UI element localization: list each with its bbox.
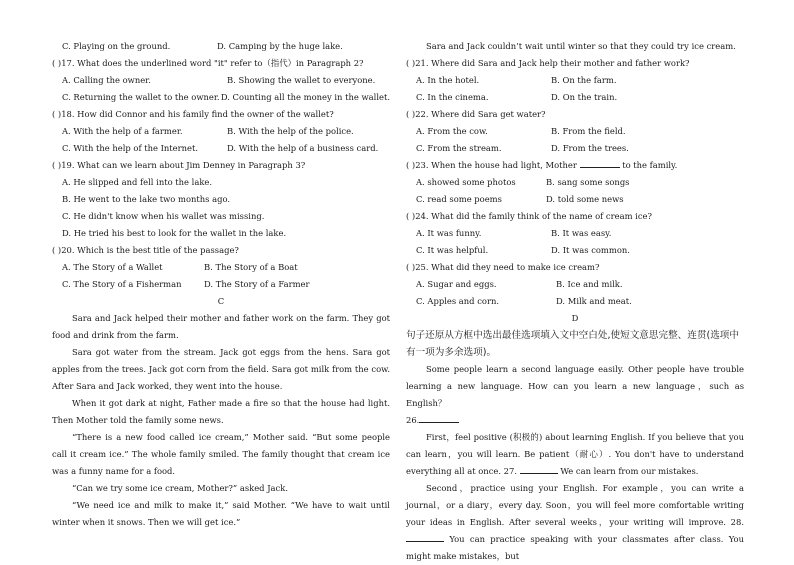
q25-question: ( )25. What did they need to make ice cream? [406,262,600,272]
q24-option-b: B. It was easy. [551,228,612,238]
passage-d-paragraph-1: Some people learn a second language easily. Other people have trouble learning a new language. How can you learn a new language，such as English？ [406,364,744,408]
q16-options [52,38,390,55]
q23-option-b: B. sang some songs [546,177,630,187]
q20-option-b: B. The Story of a Boat [204,262,298,272]
q23-question [406,157,744,174]
q18-option-d: D. With the help of a business card. [227,143,379,153]
q25-option-c: C. Apples and corn. [416,296,500,306]
q16-option-c: C. Playing on the ground. [62,41,171,51]
q25-options-row2 [406,293,744,310]
passage-d-paragraph-2 [406,429,744,480]
q24-options-row2 [406,242,744,259]
q22-question: ( )22. Where did Sara get water? [406,109,546,119]
q18-options-row2 [52,140,390,157]
q17-option-a: A. Calling the owner. [62,75,151,85]
q21-options-row1 [406,72,744,89]
q24-options-row1 [406,225,744,242]
passage-c-paragraph-7: Sara and Jack couldn’t wait until winter so that they could try ice cream. [426,41,736,51]
passage-d-paragraph-2-end: We can learn from our mistakes. [560,466,699,476]
q24-question: ( )24. What did the family think of the name of cream ice? [406,211,652,221]
q19-option-a: A. He slipped and fell into the lake. [62,177,213,187]
q17-option-d: D. Counting all the money in the wallet. [220,92,390,102]
q17-options-row1 [52,72,390,89]
q24-option-d: D. It was common. [551,245,630,255]
q23-text-end: to the family. [622,160,678,170]
q26-number: 26. [406,415,420,425]
q19-question: ( )19. What can we learn about Jim Denney in Paragraph 3? [52,160,306,170]
q21-option-d: D. On the train. [551,92,618,102]
q18-option-c: C. With the help of the Internet. [62,143,199,153]
q19-option-c: C. He didn't know when his wallet was missing. [62,211,265,221]
q18-option-b: B. With the help of the police. [227,126,354,136]
q21-question: ( )21. Where did Sara and Jack help their mother and father work? [406,58,690,68]
q17-option-c: C. Returning the wallet to the owner. [62,92,220,102]
q16-option-d: D. Camping by the huge lake. [217,41,343,51]
q22-option-c: C. From the stream. [416,143,502,153]
q23-option-d: D. told some news [546,194,624,204]
passage-c-paragraph-2: Sara got water from the stream. Jack got eggs from the hens. Sara got apples from the trees. Jack got corn from the field. Sara got milk from the cow. After Sara and Jack worked, they went into the house. [52,347,390,391]
q22-option-b: B. From the field. [551,126,626,136]
q25-option-a: A. Sugar and eggs. [416,279,497,289]
passage-c-paragraph-1: Sara and Jack helped their mother and father work on the farm. They got food and drink from the farm. [52,313,390,340]
q21-option-c: C. In the cinema. [416,92,489,102]
q19-option-b: B. He went to the lake two months ago. [62,194,231,204]
q20-option-c: C. The Story of a Fisherman [62,279,182,289]
q23-option-c: C. read some poems [416,194,502,204]
q26-answer-blank [419,412,459,423]
passage-c-paragraph-4: “There is a new food called ice cream,” Mother said. “But some people call it cream ice.” The whole family smiled. The family thought that cream ice was a funny name for a food. [52,432,390,476]
q23-options-row1 [406,174,744,191]
passage-c-paragraph-3: When it got dark at night, Father made a fire so that the house had light. Then Mother told the family some news. [52,398,390,425]
q22-options-row1 [406,123,744,140]
q21-option-b: B. On the farm. [551,75,617,85]
q21-option-a: A. In the hotel. [416,75,480,85]
q22-options-row2 [406,140,744,157]
section-c-heading: C [217,296,225,306]
passage-c-paragraph-6: “We need ice and milk to make it,” said Mother. “We have to wait until winter when it snows. Then we will get ice.” [52,500,390,527]
passage-d-paragraph-3-end: You can practice speaking with your classmates after class. You might make mistakes，but [406,534,744,561]
section-d-heading: D [571,313,579,323]
q21-options-row2 [406,89,744,106]
q22-option-a: A. From the cow. [416,126,488,136]
q23-text-start: ( )23. When the house had light, Mother [406,160,577,170]
q19-option-d: D. He tried his best to look for the wallet in the lake. [62,228,287,238]
q26-line [406,412,744,429]
q17-option-b: B. Showing the wallet to everyone. [227,75,376,85]
q25-options-row1 [406,276,744,293]
q24-option-c: C. It was helpful. [416,245,489,255]
passage-c-paragraph-5: “Can we try some ice cream, Mother?” asked Jack. [72,483,288,493]
passage-d-paragraph-3-start: Second，practice using your English. For example，you can write a journal，or a diary，every day. Soon，you will feel more comfortable writing your ideas in English. After several weeks，your writing will improve. 28. [406,483,744,527]
q20-options-row1 [52,259,390,276]
q18-question: ( )18. How did Connor and his family find the owner of the wallet? [52,109,334,119]
right-column [406,38,744,565]
q20-option-d: D. The Story of a Farmer [204,279,310,289]
q18-options-row1 [52,123,390,140]
q20-question: ( )20. Which is the best title of the passage? [52,245,239,255]
q28-answer-blank [406,531,444,542]
q27-answer-blank [520,463,558,474]
q25-option-d: D. Milk and meat. [556,296,632,306]
q18-option-a: A. With the help of a farmer. [62,126,183,136]
q17-options-row2 [52,89,390,106]
left-column [52,38,390,531]
q24-option-a: A. It was funny. [416,228,482,238]
passage-d-paragraph-3 [406,480,744,565]
q22-option-d: D. From the trees. [551,143,629,153]
q23-option-a: A. showed some photos [416,177,516,187]
q17-question: ( )17. What does the underlined word "it" refer to（指代）in Paragraph 2? [52,58,364,68]
q25-option-b: B. Ice and milk. [556,279,623,289]
q23-answer-blank [580,157,620,168]
q20-options-row2 [52,276,390,293]
q20-option-a: A. The Story of a Wallet [62,262,163,272]
section-d-instruction: 句子还原从方框中选出最佳选项填入文中空白处,使短文意思完整、连贯(选项中有一项为多余选项)。 [406,330,739,358]
passage-d-paragraph-2-start: First，feel positive (积极的) about learning English. If you believe that you can learn，you will learn. Be patient（耐心）. You don't have to understand everything all at once. 27. [406,432,744,476]
q23-options-row2 [406,191,744,208]
